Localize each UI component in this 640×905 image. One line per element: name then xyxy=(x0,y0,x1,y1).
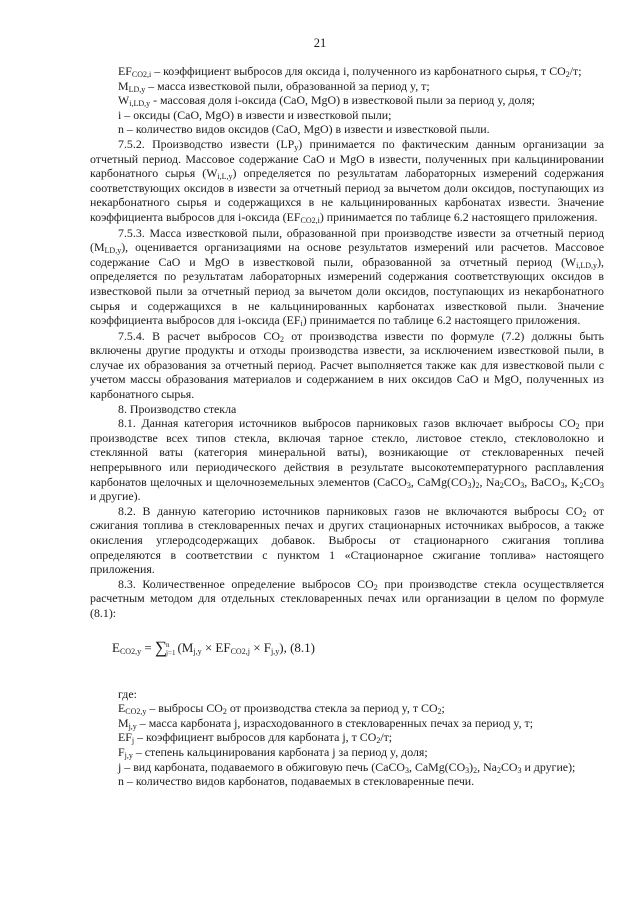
subscript: 2 xyxy=(376,736,381,746)
sum-sign: ∑ xyxy=(154,637,168,657)
definition: n – количество видов карбонатов, подаваемых в стекловаренные печи. xyxy=(118,774,475,789)
subscript: CO2,y xyxy=(125,707,147,717)
subscript: j,y xyxy=(124,750,133,760)
subscript: 3 xyxy=(465,765,470,775)
sum-lower-limit: j=1 xyxy=(166,648,176,657)
definition: j – вид карбоната, подаваемого в обжиговую печь (CaCO$_3$, $CaMg(CO_3)_2$, $Na_2CO_3$ и другие); xyxy=(118,759,576,775)
subscript: 2 xyxy=(279,334,284,344)
paragraph: 7.5.4. В расчет выбросов $CO_2$ от производства извести по формуле (7.2) должны быть включены другие продукты и отходы производства извести, за исключением известковой пыли, в случае их образования за отчетный период. Расчет выполняется также как для известковой пыли с учетом массы образования материалов и содержанием в них оксидов CaO и MgO, полученных из карбонатного сырья. xyxy=(90,328,604,402)
subscript: 3 xyxy=(520,480,525,490)
subscript: CO2,i xyxy=(300,215,320,225)
subscript: 2 xyxy=(222,707,227,717)
subscript: y xyxy=(294,142,299,152)
paragraph: $EF_{CO2,i}$ – коэффициент выбросов для оксида i, полученного из карбонатного сырья, т $CO_2/т$; xyxy=(118,64,582,79)
subscript: i xyxy=(300,319,303,329)
subscript: j,y xyxy=(193,646,202,656)
subscript: CO2,j xyxy=(230,646,250,656)
formula-8-1 xyxy=(112,637,604,657)
definition: $F_{j,y}$ – степень кальцинирования карбоната j за период y, доля; xyxy=(118,744,428,760)
where-label: где: xyxy=(118,686,137,701)
subscript: 3 xyxy=(406,480,411,490)
subscript: 2 xyxy=(475,480,480,490)
subscript: LD,y xyxy=(104,246,122,256)
page-number: 21 xyxy=(313,36,327,50)
subscript: 2 xyxy=(437,707,442,717)
paragraph: 8.3. Количественное определение выбросов $CO_2$ при производстве стекла осуществляется расчетным методом для отдельных стекловаренных печах или организации в целом по формуле (8.1): xyxy=(90,576,604,620)
subscript: 2 xyxy=(373,582,378,592)
sum-limits xyxy=(166,641,175,657)
subscript: 3 xyxy=(600,480,604,490)
definition: $EF_j$ – коэффициент выбросов для карбоната j, т $CO_2/т$; xyxy=(118,730,393,746)
subscript: CO2,y xyxy=(119,646,142,656)
formula-body: $(M_{j,y} \times EF_{CO2,j} \times F_{j,y})$ xyxy=(177,639,284,656)
subscript: 2 xyxy=(579,480,584,490)
subscript: j xyxy=(131,736,135,746)
subscript: i,L,y xyxy=(217,172,233,182)
sum-upper-limit: n xyxy=(166,640,170,649)
subscript: i,LD,y xyxy=(576,260,598,270)
paragraph: $W_{i,LD,y}$ - массовая доля i-оксида (CaO, MgO) в известковой пыли за период y, доля; xyxy=(118,93,535,109)
subscript: LD,y xyxy=(128,84,146,94)
subscript: 2 xyxy=(582,509,587,519)
subscript: 2 xyxy=(473,765,478,775)
subscript: 3 xyxy=(517,765,522,775)
subscript: CO2,i xyxy=(131,70,152,79)
subscript: 2 xyxy=(499,480,504,490)
subscript: 2 xyxy=(575,422,580,432)
paragraph: $M_{LD,y}$ – масса известковой пыли, образованной за период y, т; xyxy=(118,78,430,94)
paragraph: 7.5.3. Масса известковой пыли, образованной при производстве извести за отчетный период $(M_{LD,y})$, оценивается организациями на основе результатов измерений или расчетов. Массовое содержание CaO и MgO в известковой пыли, образованной за отчетный период $(W_{i,LD,y})$, определяется по результатам лабораторных измерений содержания соответствующих оксидов в известковой пыли за отчетный период за вычетом доли оксидов, поступающих из некарбонатного сырья и содержащихся в не кальцинированных карбонатах известковой пыли. Значение коэффициента выбросов для i-оксида $(EF_i)$ принимается по таблице 6.2 настоящего приложения. xyxy=(90,225,604,329)
paragraph: 7.5.2. Производство извести $(LP_y)$ принимается по фактическим данным организации за отчетный период. Массовое содержание CaO и MgO в извести, полученных при кальцинировании карбонатного сырья $(W_{i,L,y})$ определяется по результатам лабораторных измерений содержания соответствующих оксидов в извести за отчетный период за вычетом доли оксидов, поступающих из некарбонатного сырья и содержащихся в не кальцинированных карбонатах извести. Значение коэффициента выбросов для i-оксида $(EF_{CO2,i})$ принимается по таблице 6.2 настоящего приложения. xyxy=(90,136,604,225)
subscript: j,y xyxy=(271,646,280,656)
formula-lhs: $E_{CO2,y}$ = xyxy=(112,639,152,656)
subscript: i,LD,y xyxy=(129,99,151,109)
subscript: 3 xyxy=(405,765,409,775)
subscript: 3 xyxy=(560,480,565,490)
formula-number: , (8.1) xyxy=(283,639,315,655)
subscript: j,y xyxy=(128,721,137,731)
paragraph: n – количество видов оксидов (CaO, MgO) в извести и известковой пыли. xyxy=(118,122,490,137)
paragraph: i – оксиды (CaO, MgO) в извести и известковой пыли; xyxy=(118,107,392,122)
document-body xyxy=(90,64,604,789)
subscript: 2 xyxy=(565,70,570,79)
paragraph: 8.1. Данная категория источников выбросов парниковых газов включает выбросы $CO_2$ при производстве всех типов стекла, включая тарное стекло, листовое стекло, стекловолокно и стеклянной ваты (категория минеральной ваты), возникающие от стекловаренных печей непрерывного или периодического действия в результате высокотемпературного расплавления карбонатов щелочных и щелочноземельных элементов (CaCO$_3$, $CaMg(CO_3)_2$, $Na_2CO_3$, BaCO$_3$, $K_2CO_3$ и другие). xyxy=(90,416,604,504)
definition: $E_{CO2,y}$ – выбросы $CO_2$ от производства стекла за период y, т $CO_2$; xyxy=(118,701,445,717)
section-heading: 8. Производство стекла xyxy=(118,401,237,416)
paragraph: 8.2. В данную категорию источников парниковых газов не включаются выбросы $CO_2$ от сжигания топлива в стекловаренных печах и других стационарных источниках выбросов, а также окисления углеродсодержащих добавок. Выбросы от стационарного сжигания топлива определяются в соответствии с пунктом 1 «Стационарное сжигание топлива» настоящего приложения. xyxy=(90,503,604,577)
subscript: 3 xyxy=(467,480,472,490)
definition: $M_{j,y}$ – масса карбоната j, израсходованного в стекловаренных печах за период y, т; xyxy=(118,715,534,731)
subscript: 2 xyxy=(496,765,501,775)
